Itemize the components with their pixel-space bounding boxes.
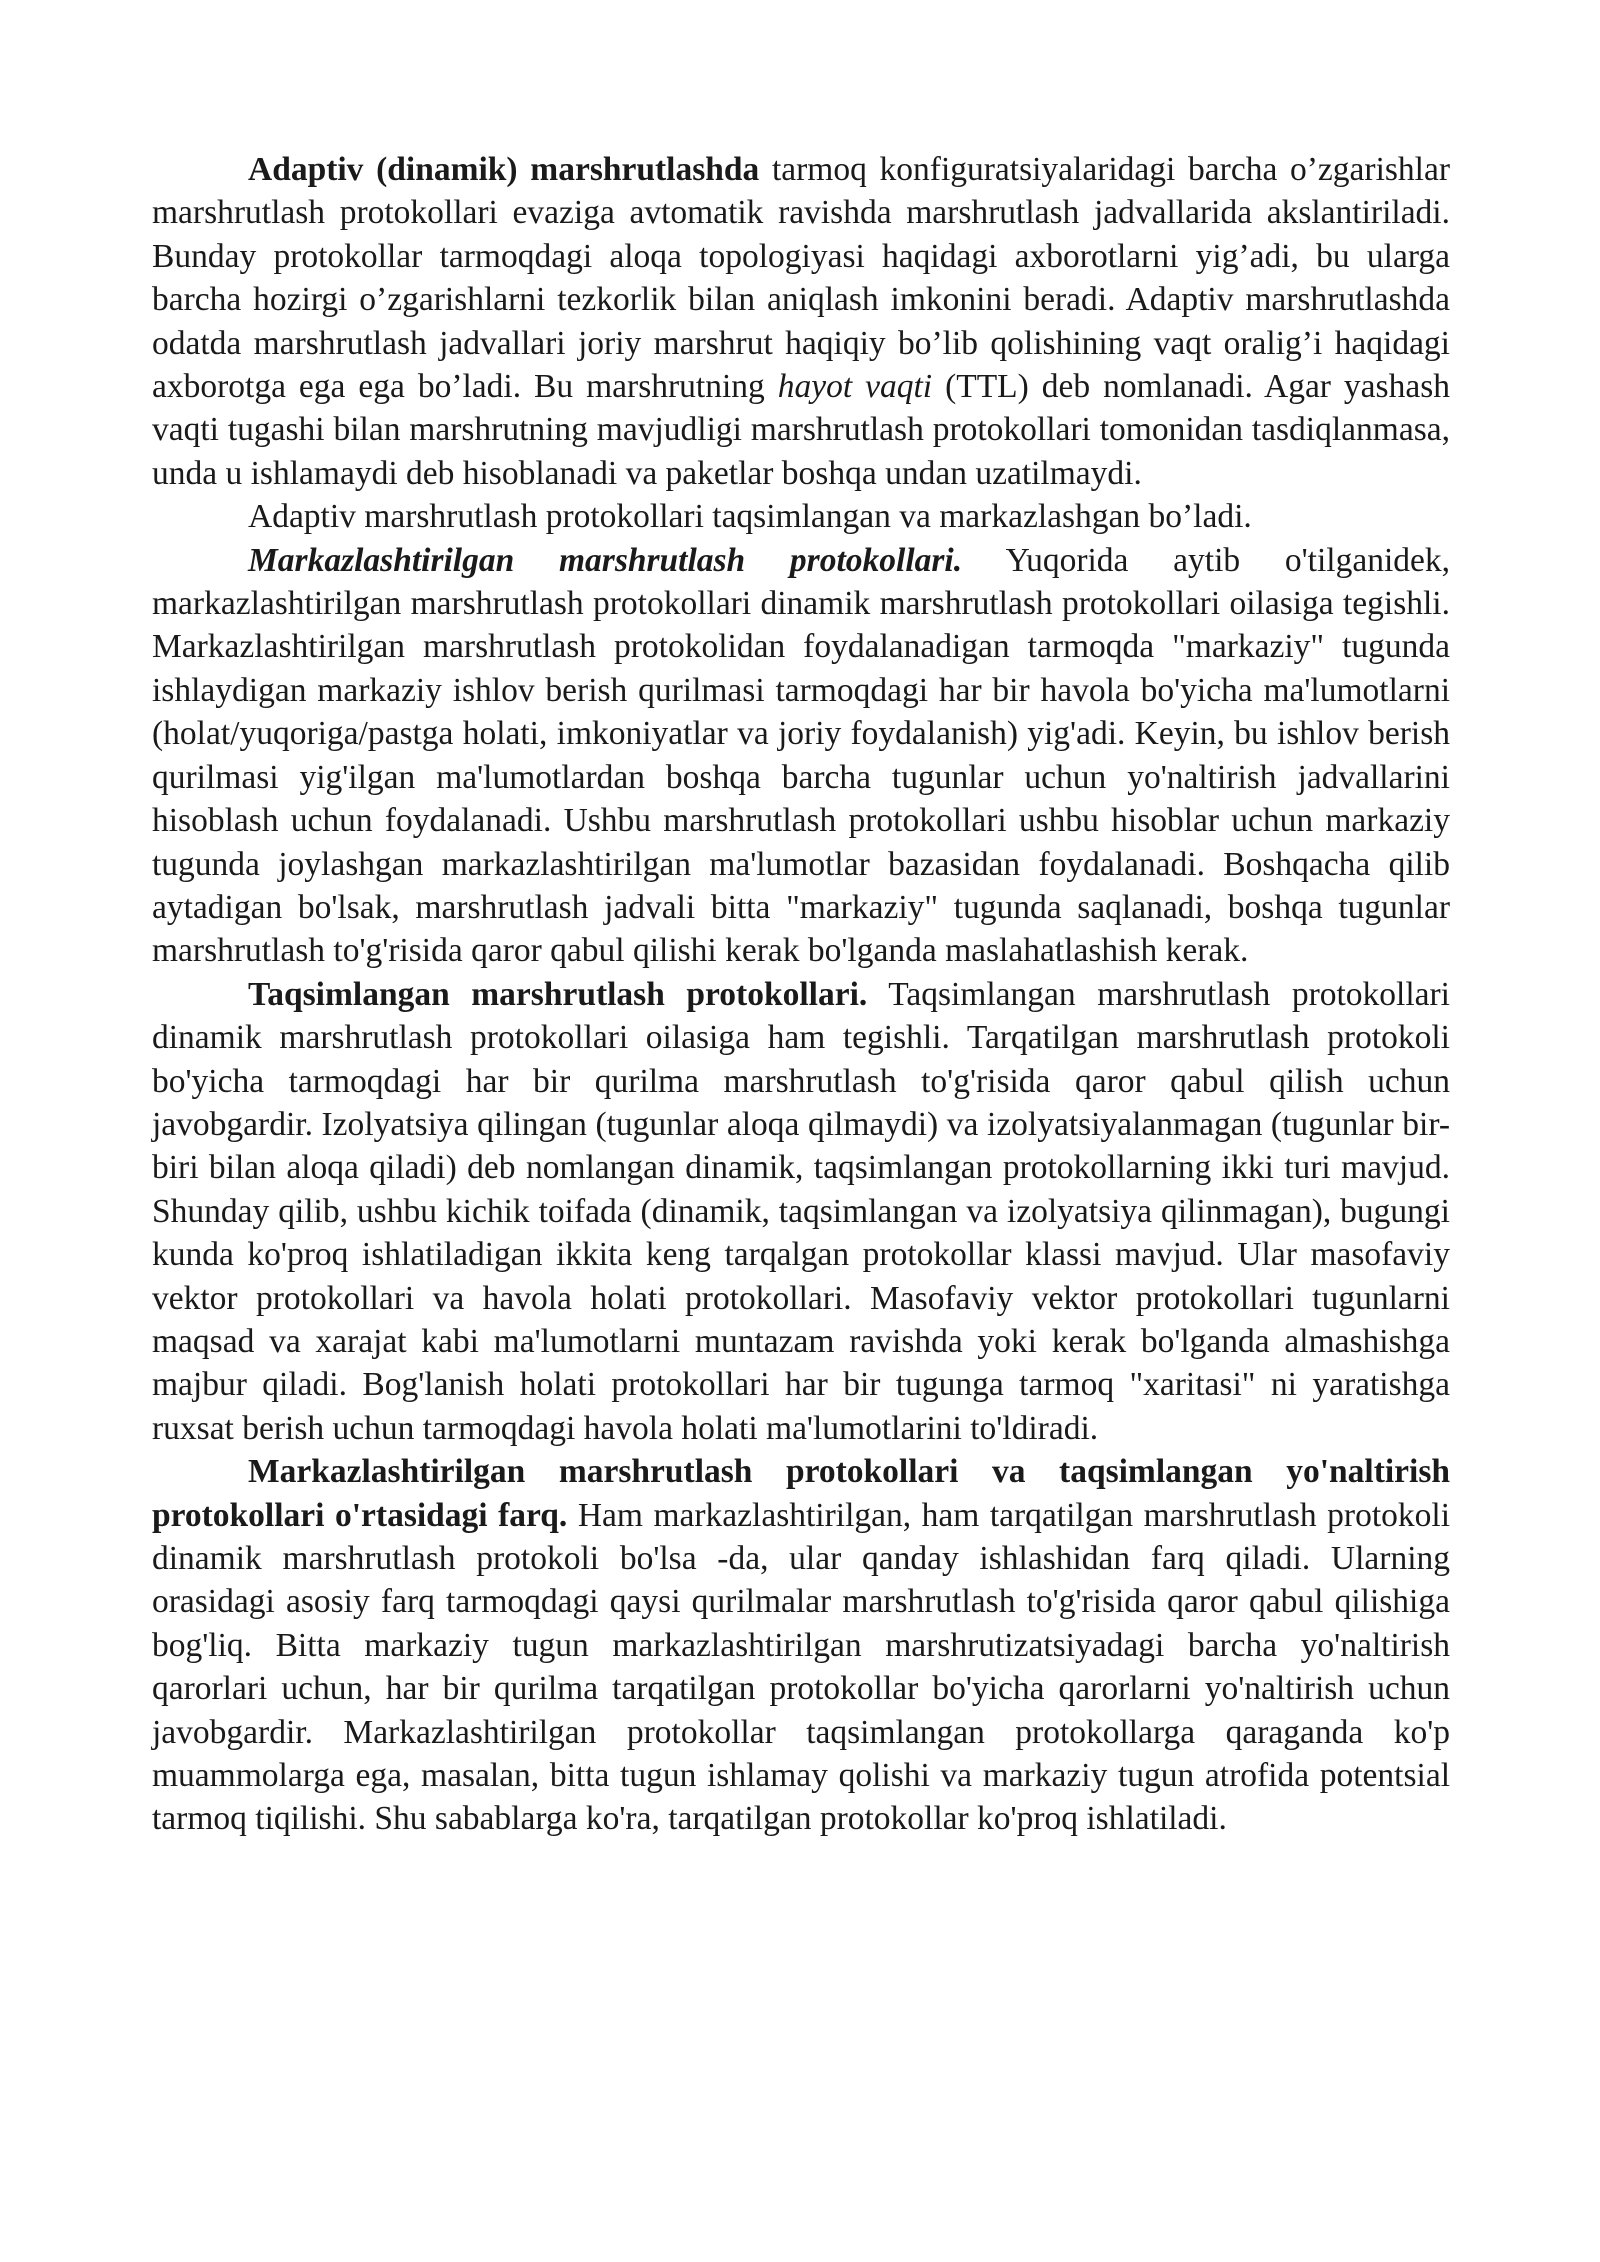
- paragraph-adaptive-routing: [152, 148, 1450, 495]
- paragraph-distributed-routing: [152, 973, 1450, 1450]
- paragraph-adaptive-types: [152, 495, 1450, 538]
- paragraph-centralized-routing: [152, 539, 1450, 973]
- paragraph-text: Ham markazlashtirilgan, ham tarqatilgan marshrutlash protokoli dinamik marshrutlash protokoli bo'lsa -da, ular qanday ishlashidan farq qiladi. Ularning orasidagi asosiy farq tarmoqdagi qaysi qurilmalar marshrutlash to'g'risida qaror qabul qilishiga bog'liq. Bitta markaziy tugun markazlashtirilgan marshrutizatsiyadagi barcha yo'naltirish qarorlari uchun, har bir qurilma tarqatilgan protokollar bo'yicha qarorlarni yo'naltirish uchun javobgardir. Markazlashtirilgan protokollar taqsimlangan protokollarga qaraganda ko'p muammolarga ega, masalan, bitta tugun ishlamay qolishi va markaziy tugun atrofida potentsial tarmoq tiqilishi. Shu sabablarga ko'ra, tarqatilgan protokollar ko'proq ishlatiladi.: [152, 1496, 1451, 1838]
- heading-distributed-routing: Taqsimlangan marshrutlash protokollari.: [248, 975, 868, 1013]
- paragraph-text: tarmoq konfiguratsiyalaridagi barcha o’zgarishlar marshrutlash protokollari evaziga avtomatik ravishda marshrutlash jadvallarida akslantiriladi. Bunday protokollar tarmoqdagi aloqa topologiyasi haqidagi axborotlarni yig’adi, bu ularga barcha hozirgi o’zgarishlarni tezkorlik bilan aniqlash imkonini beradi. Adaptiv marshrutlashda odatda marshrutlash jadvallari joriy marshrut haqiqiy bo’lib qolishining vaqt oralig’i haqidagi axborotga ega ega bo’ladi. Bu marshrutning: [152, 151, 1450, 406]
- heading-centralized-routing: Markazlashtirilgan marshrutlash protokollari.: [248, 541, 963, 579]
- paragraph-text: Taqsimlangan marshrutlash protokollari dinamik marshrutlash protokollari oilasiga ham tegishli. Tarqatilgan marshrutlash protokoli bo'yicha tarmoqdagi har bir qurilma marshrutlash to'g'risida qaror qabul qilish uchun javobgardir. Izolyatsiya qilingan (tugunlar aloqa qilmaydi) va izolyatsiyalanmagan (tugunlar bir-biri bilan aloqa qiladi) deb nomlangan dinamik, taqsimlangan protokollarning ikki turi mavjud. Shunday qilib, ushbu kichik toifada (dinamik, taqsimlangan va izolyatsiya qilinmagan), bugungi kunda ko'proq ishlatiladigan ikkita keng tarqalgan protokollar klassi mavjud. Ular masofaviy vektor protokollari va havola holati protokollari. Masofaviy vektor protokollari tugunlarni maqsad va xarajat kabi ma'lumotlarni muntazam ravishda yoki kerak bo'lganda almashishga majbur qiladi. Bog'lanish holati protokollari har bir tugunga tarmoq "xaritasi" ni yaratishga ruxsat berish uchun tarmoqdagi havola holati ma'lumotlarini to'ldiradi.: [152, 975, 1450, 1447]
- paragraph-text: Adaptiv marshrutlash protokollari taqsimlangan va markazlashgan bo’ladi.: [248, 498, 1252, 536]
- heading-difference: Markazlashtirilgan marshrutlash protokollari va taqsimlangan yo'naltirish protokollari o'rtasidagi farq.: [152, 1453, 1450, 1534]
- paragraph-text: (TTL) deb nomlanadi. Agar yashash vaqti tugashi bilan marshrutning mavjudligi marshrutlash protokollari tomonidan tasdiqlanmasa, unda u ishlamaydi deb hisoblanadi va paketlar boshqa undan uzatilmaydi.: [152, 368, 1450, 492]
- term-adaptive-routing: Adaptiv (dinamik) marshrutlashda: [248, 151, 760, 188]
- term-ttl: hayot vaqti: [777, 368, 933, 406]
- paragraph-difference: [152, 1450, 1450, 1841]
- paragraph-text: Yuqorida aytib o'tilganidek, markazlashtirilgan marshrutlash protokollari dinamik marshrutlash protokollari oilasiga tegishli. Markazlashtirilgan marshrutlash protokolidan foydalanadigan tarmoqda "markaziy" tugunda ishlaydigan markaziy ishlov berish qurilmasi tarmoqdagi har bir havola bo'yicha ma'lumotlarni (holat/yuqoriga/pastga holati, imkoniyatlar va joriy foydalanish) yig'adi. Keyin, bu ishlov berish qurilmasi yig'ilgan ma'lumotlardan boshqa barcha tugunlar uchun yo'naltirish jadvallarini hisoblash uchun foydalanadi. Ushbu marshrutlash protokollari ushbu hisoblar uchun markaziy tugunda joylashgan markazlashtirilgan ma'lumotlar bazasidan foydalanadi. Boshqacha qilib aytadigan bo'lsak, marshrutlash jadvali bitta "markaziy" tugunda saqlanadi, boshqa tugunlar marshrutlash to'g'risida qaror qabul qilishi kerak bo'lganda maslahatlashish kerak.: [152, 541, 1451, 970]
- document-page: [152, 148, 1450, 1841]
